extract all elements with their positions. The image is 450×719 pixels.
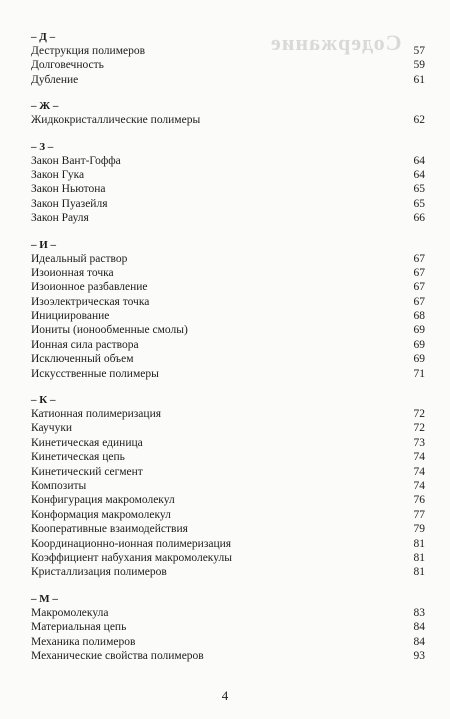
entry-page: 62	[413, 114, 425, 127]
entry-page: 81	[413, 537, 425, 550]
entry-page: 64	[413, 154, 425, 167]
entry-term: Кинетический сегмент	[31, 465, 143, 478]
entry-term: Катионная полимеризация	[31, 408, 162, 421]
entry-page: 59	[413, 59, 425, 72]
index-entry	[31, 211, 425, 225]
entry-page: 69	[413, 324, 425, 337]
page-number: 4	[221, 688, 229, 703]
entry-page: 72	[413, 408, 425, 421]
index-entry	[31, 450, 425, 464]
entry-page: 67	[413, 295, 425, 308]
entry-term: Инициирование	[31, 310, 110, 323]
entry-page: 76	[413, 494, 425, 507]
index-entry	[31, 421, 425, 435]
entry-term: Деструкция полимеров	[31, 45, 146, 57]
entry-page: 61	[413, 73, 425, 86]
entry-page: 79	[413, 523, 425, 536]
entry-page: 67	[413, 252, 425, 265]
index-entry	[31, 479, 425, 493]
bleed-through-heading: Содержание	[270, 30, 402, 55]
entry-term: Композиты	[31, 479, 87, 492]
entry-page: 71	[413, 367, 425, 380]
entry-term: Закон Пуазейля	[31, 197, 108, 210]
index-section	[31, 393, 425, 580]
entry-term: Закон Гука	[31, 168, 85, 181]
entry-page: 57	[413, 45, 425, 57]
entry-page: 69	[413, 338, 425, 351]
entry-page: 65	[413, 197, 425, 210]
index-entry	[31, 407, 425, 421]
index-entry	[31, 309, 425, 323]
entry-page: 84	[413, 635, 425, 648]
entry-term: Иониты (ионообменные смолы)	[31, 324, 188, 337]
entry-term: Кинетическая единица	[31, 436, 143, 449]
index-entry	[31, 436, 425, 450]
index-entry	[31, 522, 425, 536]
entry-term: Материальная цепь	[31, 621, 127, 634]
index-entry	[31, 551, 425, 565]
index-section	[31, 140, 425, 226]
index-section	[31, 30, 425, 87]
index-entry	[31, 113, 425, 127]
entry-page: 83	[413, 606, 425, 619]
entry-term: Каучуки	[31, 422, 73, 435]
entry-term: Конфигурация макромолекул	[31, 494, 175, 507]
entry-term: Изоэлектрическая точка	[31, 295, 150, 308]
entry-page: 74	[413, 479, 425, 492]
entry-term: Искусственные полимеры	[31, 367, 159, 380]
entry-page: 81	[413, 551, 425, 564]
entry-term: Идеальный раствор	[31, 252, 128, 265]
entry-page: 77	[413, 508, 425, 521]
entry-term: Изоионное разбавление	[31, 281, 148, 294]
entry-term: Исключенный объем	[31, 353, 134, 366]
entry-page: 64	[413, 168, 425, 181]
index-section	[31, 99, 425, 127]
section-letter: – Д –	[31, 31, 56, 43]
section-letter: – К –	[31, 394, 56, 407]
entry-term: Закон Вант-Гоффа	[31, 154, 121, 167]
index-entry	[31, 537, 425, 551]
index-entry	[31, 295, 425, 309]
entry-term: Закон Рауля	[31, 212, 89, 225]
section-letter: – З –	[31, 140, 54, 153]
entry-page: 81	[413, 566, 425, 579]
index-entry	[31, 323, 425, 337]
index-entry	[31, 635, 425, 649]
subject-index	[31, 30, 425, 675]
index-entry	[31, 367, 425, 381]
entry-term: Кинетическая цепь	[31, 451, 125, 464]
section-letter: – И –	[31, 238, 57, 251]
index-entry	[31, 266, 425, 280]
index-entry	[31, 154, 425, 168]
entry-term: Ионная сила раствора	[31, 338, 139, 351]
entry-page: 74	[413, 451, 425, 464]
index-entry	[31, 649, 425, 663]
entry-page: 84	[413, 621, 425, 634]
entry-page: 68	[413, 310, 425, 323]
entry-page: 65	[413, 183, 425, 196]
entry-term: Закон Ньютона	[31, 183, 106, 196]
entry-page: 72	[413, 422, 425, 435]
index-entry	[31, 252, 425, 266]
entry-term: Механические свойства полимеров	[31, 649, 204, 662]
index-section	[31, 592, 425, 664]
entry-term: Координационно-ионная полимеризация	[31, 537, 232, 550]
entry-page: 67	[413, 266, 425, 279]
index-section	[31, 238, 425, 382]
index-entry	[31, 352, 425, 366]
entry-page: 93	[413, 649, 425, 662]
entry-page: 73	[413, 436, 425, 449]
index-entry	[31, 280, 425, 294]
entry-page: 67	[413, 281, 425, 294]
entry-term: Долговечность	[31, 59, 104, 72]
index-entry	[31, 493, 425, 507]
index-entry	[31, 565, 425, 579]
index-entry	[31, 197, 425, 211]
entry-term: Коэффициент набухания макромолекулы	[31, 551, 232, 564]
entry-page: 66	[413, 212, 425, 225]
index-entry	[31, 606, 425, 620]
entry-term: Конформация макромолекул	[31, 508, 171, 521]
entry-term: Изоионная точка	[31, 266, 114, 279]
entry-page: 69	[413, 353, 425, 366]
index-entry	[31, 58, 425, 72]
entry-term: Кооперативные взаимодействия	[31, 523, 188, 536]
index-entry	[31, 182, 425, 196]
entry-term: Дубление	[31, 73, 79, 86]
entry-page: 74	[413, 465, 425, 478]
entry-term: Кристаллизация полимеров	[31, 566, 167, 579]
section-letter: – Ж –	[31, 100, 59, 113]
entry-term: Макромолекула	[31, 606, 109, 619]
index-entry	[31, 508, 425, 522]
index-entry	[31, 73, 425, 87]
index-entry	[31, 620, 425, 634]
index-entry	[31, 168, 425, 182]
index-entry	[31, 465, 425, 479]
entry-term: Жидкокристаллические полимеры	[31, 114, 201, 127]
index-entry	[31, 338, 425, 352]
entry-term: Механика полимеров	[31, 635, 136, 648]
section-letter: – М –	[31, 592, 58, 605]
index-entry	[31, 44, 425, 58]
